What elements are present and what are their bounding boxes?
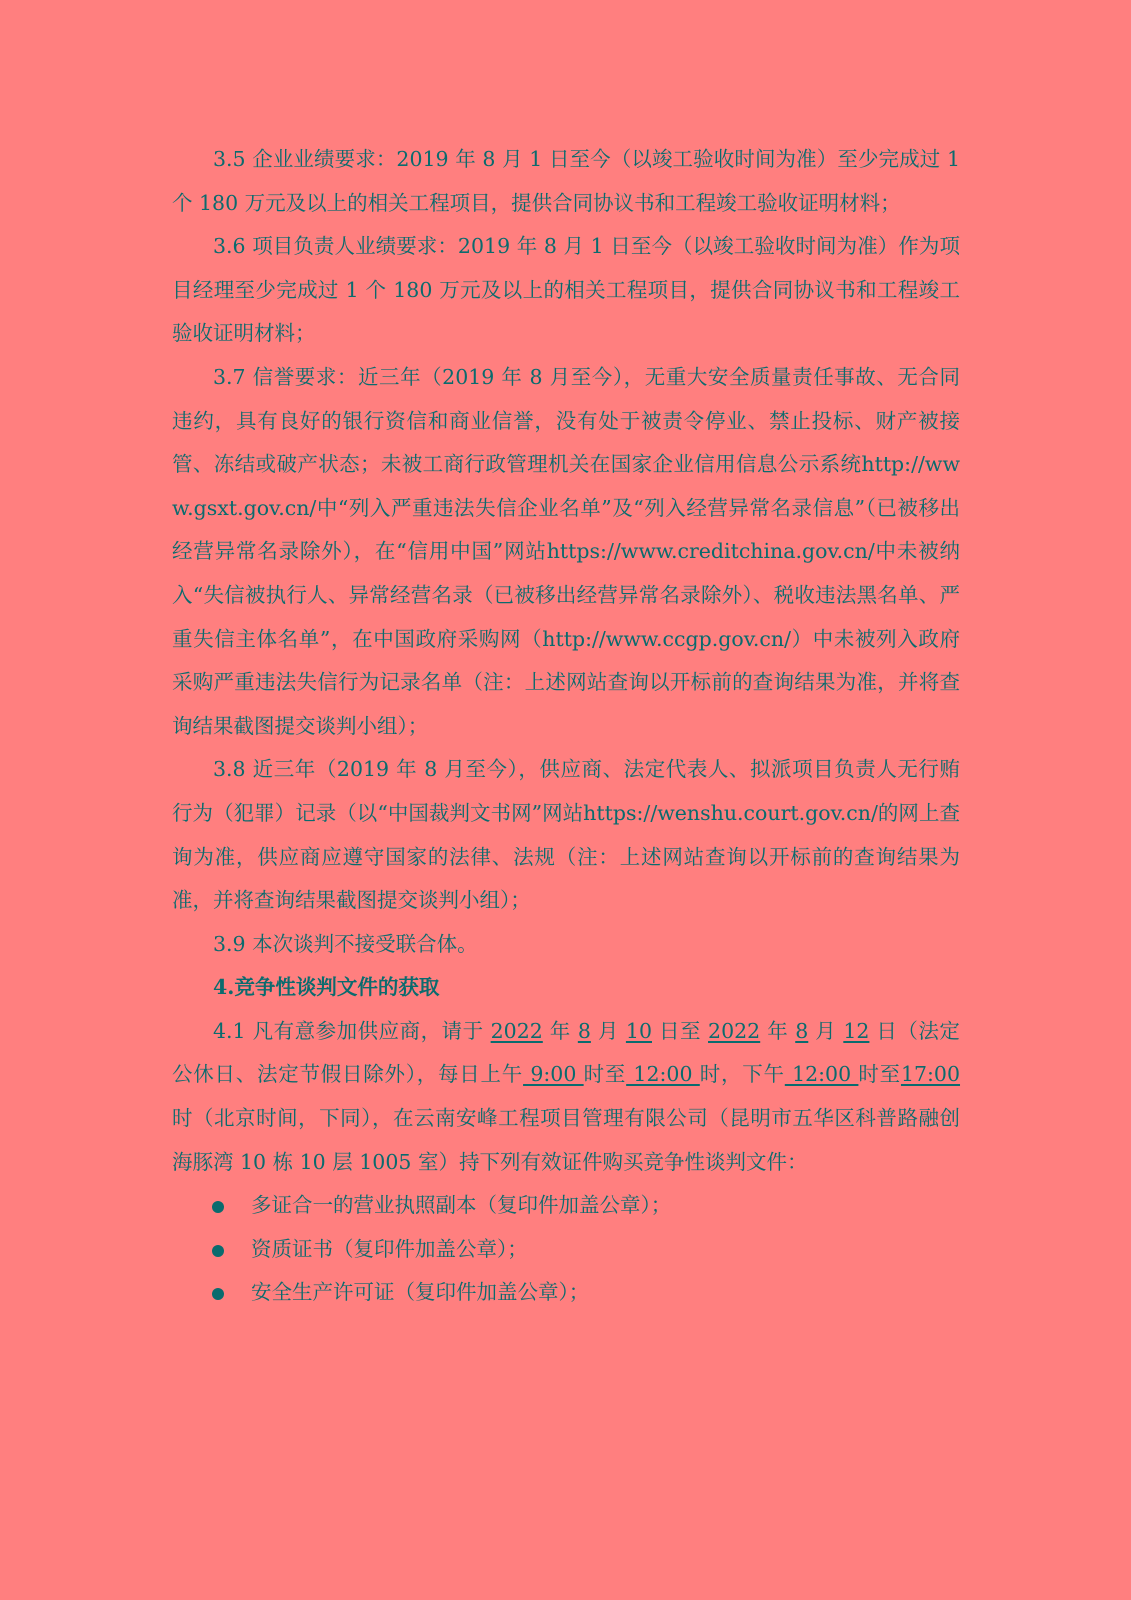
end-year: 2022: [708, 1018, 761, 1043]
p41-text: 日至: [652, 1018, 709, 1043]
bullet-icon: [212, 1245, 224, 1257]
pm-end-time: 17:00: [900, 1062, 961, 1087]
start-month: 8: [577, 1018, 591, 1043]
document-page: [172, 138, 960, 1315]
paragraph-3-8: 3.8 近三年（2019 年 8 月至今），供应商、法定代表人、拟派项目负责人无行贿行为（犯罪）记录（以“中国裁判文书网”网站https://wenshu.court.gov.cn/的网上查询为准，供应商应遵守国家的法律、法规（注：上述网站查询以开标前的查询结果为准，并将查询结果截图提交谈判小组）；: [172, 757, 960, 913]
paragraph-3-5: 3.5 企业业绩要求：2019 年 8 月 1 日至今（以竣工验收时间为准）至少完成过 1 个 180 万元及以上的相关工程项目，提供合同协议书和工程竣工验收证明材料；: [172, 147, 960, 215]
p41-lead: 4.1 凡有意参加供应商，请于: [213, 1018, 491, 1043]
list-item: [172, 1184, 960, 1228]
start-year: 2022: [490, 1018, 543, 1043]
list-item: [172, 1228, 960, 1272]
required-documents-list: [172, 1184, 960, 1315]
p41-text: 月: [808, 1018, 844, 1043]
p41-tail: 时（北京时间，下同），在云南安峰工程项目管理有限公司（昆明市五华区科普路融创海豚湾 10 栋 10 层 1005 室）持下列有效证件购买竞争性谈判文件：: [172, 1106, 960, 1174]
am-start-time: 9:00: [523, 1062, 584, 1087]
p41-text: 月: [590, 1018, 626, 1043]
am-end-time: 12:00: [626, 1062, 700, 1087]
p41-text: 年: [760, 1018, 796, 1043]
paragraph-3-7: 3.7 信誉要求：近三年（2019 年 8 月至今），无重大安全质量责任事故、无合同违约，具有良好的银行资信和商业信誉，没有处于被责令停业、禁止投标、财产被接管、冻结或破产状态；未被工商行政管理机关在国家企业信用信息公示系统http://www.gsxt.gov.cn/中“列入严重违法失信企业名单”及“列入经营异常名录信息”（已被移出经营异常名录除外），在“信用中国”网站https://www.creditchina.gov.cn/中未被纳入“失信被执行人、异常经营名录（已被移出经营异常名录除外）、税收违法黑名单、严重失信主体名单”，在中国政府采购网（http://www.ccgp.gov.cn/）中未被列入政府采购严重违法失信行为记录名单（注：上述网站查询以开标前的查询结果为准，并将查询结果截图提交谈判小组）；: [172, 364, 960, 738]
p41-text: 时至: [858, 1062, 901, 1087]
paragraph-3-9: 3.9 本次谈判不接受联合体。: [213, 931, 478, 956]
list-item-text: 安全生产许可证（复印件加盖公章）；: [251, 1280, 590, 1305]
p41-text: 时，下午: [699, 1062, 785, 1087]
p41-text: 时至: [583, 1062, 627, 1087]
bullet-icon: [212, 1288, 224, 1300]
list-item-text: 多证合一的营业执照副本（复印件加盖公章）；: [251, 1193, 672, 1218]
end-day: 12: [843, 1018, 870, 1043]
list-item: [172, 1271, 960, 1315]
start-day: 10: [625, 1018, 652, 1043]
paragraph-3-6: 3.6 项目负责人业绩要求：2019 年 8 月 1 日至今（以竣工验收时间为准）作为项目经理至少完成过 1 个 180 万元及以上的相关工程项目，提供合同协议书和工程竣工验收证明材料；: [172, 234, 960, 346]
p41-text: 日（法定公休日、法定节假日除外），每日上午: [172, 1018, 960, 1087]
bullet-icon: [212, 1201, 224, 1213]
end-month: 8: [795, 1018, 809, 1043]
list-item-text: 资质证书（复印件加盖公章）；: [251, 1236, 528, 1261]
section-4-heading: 4.竞争性谈判文件的获取: [213, 975, 440, 1000]
pm-start-time: 12:00: [784, 1062, 859, 1087]
paragraph-4-1: [172, 1010, 960, 1184]
p41-text: 年: [542, 1018, 578, 1043]
